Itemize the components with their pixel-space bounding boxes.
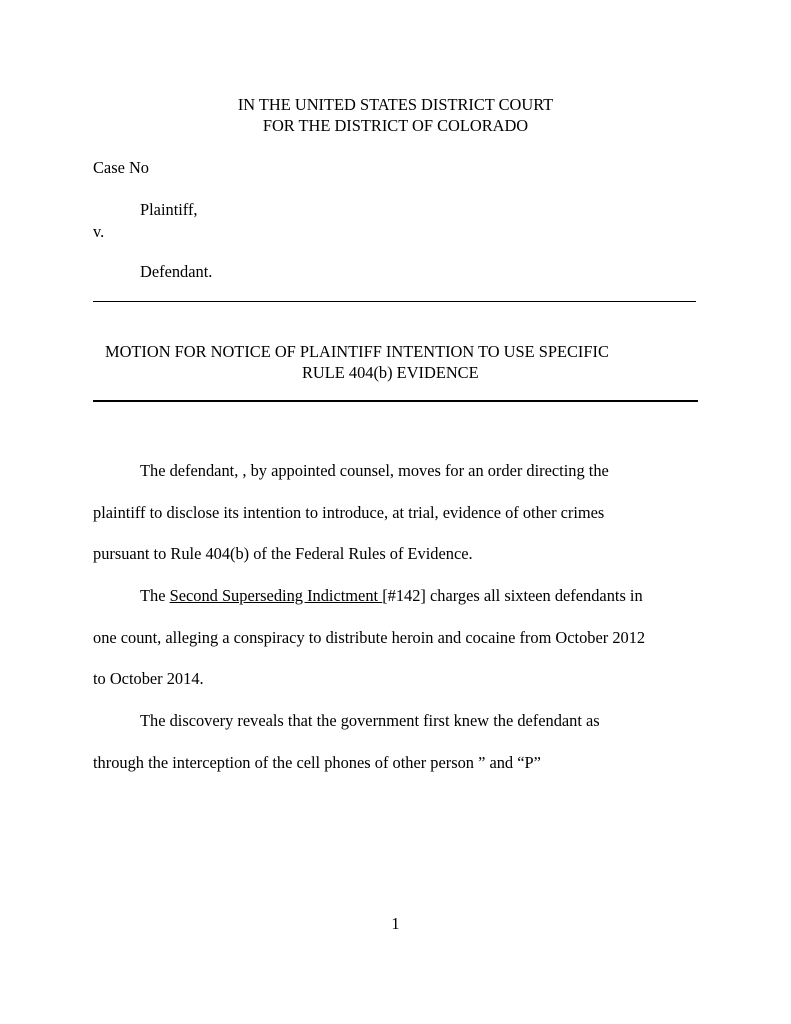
motion-title-line2: RULE 404(b) EVIDENCE — [302, 363, 479, 382]
page-number: 1 — [391, 914, 400, 933]
paragraph-1-line-1: The defendant, , by appointed counsel, moves for an order directing the — [140, 461, 609, 480]
paragraph-2-lead: The — [140, 586, 170, 605]
paragraph-2-rest: [#142] charges all sixteen defendants in — [382, 586, 643, 605]
paragraph-2-line-3: to October 2014. — [93, 669, 204, 688]
versus-label: v. — [93, 222, 105, 241]
indictment-link[interactable]: Second Superseding Indictment — [169, 586, 383, 605]
plaintiff-label: Plaintiff, — [140, 200, 198, 219]
paragraph-3-line-2: through the interception of the cell phones of other person ” and “P” — [93, 753, 541, 772]
title-divider — [93, 400, 698, 402]
paragraph-1-line-2: plaintiff to disclose its intention to introduce, at trial, evidence of other crimes — [93, 503, 605, 522]
motion-title-line1: MOTION FOR NOTICE OF PLAINTIFF INTENTION TO USE SPECIFIC — [105, 342, 609, 361]
defendant-label: Defendant. — [140, 262, 213, 281]
court-name-line1: IN THE UNITED STATES DISTRICT COURT — [237, 95, 554, 114]
caption-divider — [93, 301, 696, 302]
paragraph-1-line-3: pursuant to Rule 404(b) of the Federal Rules of Evidence. — [93, 544, 473, 563]
court-name-line2: FOR THE DISTRICT OF COLORADO — [262, 116, 529, 135]
paragraph-2-line-2: one count, alleging a conspiracy to distribute heroin and cocaine from October 2012 — [93, 628, 646, 647]
paragraph-3-line-1: The discovery reveals that the government first knew the defendant as — [140, 711, 600, 730]
case-number-label: Case No — [93, 158, 149, 177]
paragraph-2-line-1 — [140, 588, 643, 604]
